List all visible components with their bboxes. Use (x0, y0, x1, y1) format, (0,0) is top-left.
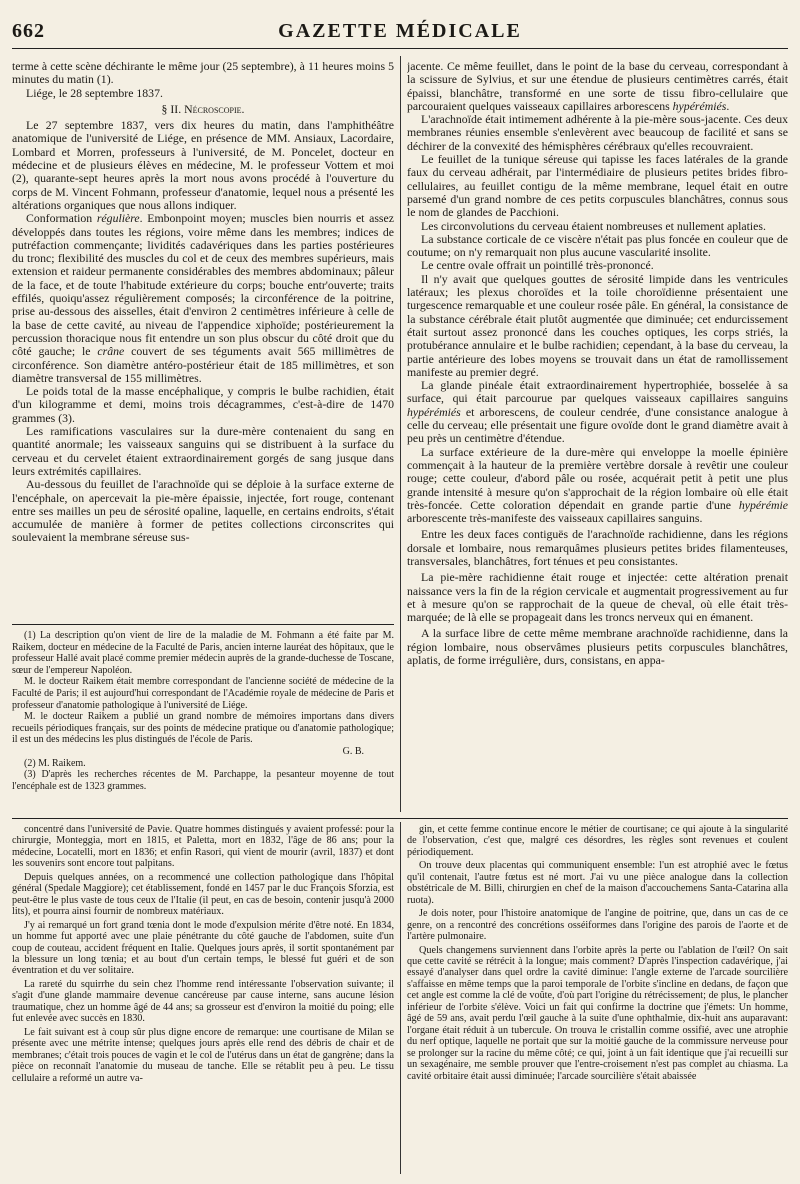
paragraph: gin, et cette femme continue encore le métier de courtisane; ce qui ajoute à la singularité de l'observation, c'est que, malgré ces désordres, les règles sont revenues et coulent périodiquement. (407, 824, 788, 858)
page-number: 662 (12, 20, 45, 42)
footnote: (1) La description qu'on vient de lire de la maladie de M. Fohmann a été faite par M. Raikem, docteur en médecine de la Faculté de Paris, ancien interne lauréat des hôpitaux, que le professeur Hallé avait placé comme premier médecin auprès de la grande-duchesse de Toscane, sœur de l'empereur Napoléon. (12, 630, 394, 676)
footnote-rule (12, 624, 394, 625)
paragraph: Entre les deux faces contiguës de l'arachnoïde rachidienne, dans les régions dorsale et lombaire, nous remarquâmes plusieurs petites brides filamenteuses, transversales, blanchâtres, fort ténues et peu consistantes. (407, 527, 788, 568)
footnote: (3) D'après les recherches récentes de M. Parchappe, la pesanteur moyenne de tout l'encéphale est de 1323 grammes. (12, 769, 394, 792)
footnote: M. le docteur Raikem a publié un grand nombre de mémoires importans dans divers recueils périodiques français, sur des points de médecine pratique ou d'anatomie pathologique; il est un des médecins les plus distingués de l'école de Paris. (12, 711, 394, 746)
paragraph: Je dois noter, pour l'histoire anatomique de l'angine de poitrine, que, dans un cas de ce genre, on a rencontré des concrétions osséiformes dans l'origine des parois de l'aorte et de l'artère pulmonaire. (407, 908, 788, 943)
paragraph: Conformation régulière. Embonpoint moyen; muscles bien nourris et assez développés dans toutes les régions, voire même dans les membres; indices de putréfaction commençante; lividités cadavériques dans les parties postérieures du tronc; flexibilité des muscles du col et de ceux des membres supérieurs, mais extension et raideur permanente considérables des membres abdominaux; pâleur de la face, et de toute l'habitude extérieure du corps; bouche entr'ouverte; traits effilés, quoiqu'assez régulièrement composés; la circonférence de la poitrine, prise au-dessous des aisselles, était d'environ 2 centimètres inférieure à celle de la base de cette cavité, au niveau de l'appendice xiphoïde; postérieurement la percussion thoracique nous fit entendre un son plus obscur du côté droit que du côté gauche; le crâne couvert de ses téguments avait 565 millimètres de circonférence. Son diamètre antéro-postérieur était de 185 millimètres, et son diamètre transversal de 155 millimètres. (12, 211, 394, 385)
column-rule (400, 56, 401, 812)
journal-title: GAZETTE MÉDICALE (278, 20, 522, 42)
paragraph: A la surface libre de cette même membrane arachnoïde rachidienne, dans la région lombaire, nous observâmes plusieurs petits corpuscules blanchâtres, aplatis, de forme irrégulière, durs, consistans, en appa- (407, 626, 788, 668)
paragraph: La rareté du squirrhe du sein chez l'homme rend intéressante l'observation suivante; il s'agit d'une glande mammaire devenue cancéreuse par cause interne, sans aucune lésion traumatique, chez un homme âgé de 44 ans; sa grosseur est d'environ la moitié du poing; elle fut enlevée avec succès en 1830. (12, 978, 394, 1025)
paragraph: jacente. Ce même feuillet, dans le point de la base du cerveau, correspondant à la scissure de Sylvius, et sur une étendue de plusieurs centimètres carrés, était épaissi, blanchâtre, transformé en une sorte de tissu fibro-cellulaire que parcouraient quelques vaisseaux capillaires arborescens hypérémiés. (407, 60, 788, 113)
paragraph: Le feuillet de la tunique séreuse qui tapisse les faces latérales de la grande faux du cerveau adhérait, par l'intermédiaire de plusieurs petites brides fibro-cellulaires, au feuillet contigu de la même membrane, lequel était en outre parsemé d'un grand nombre de ces petits corpuscules blanchâtres, connus sous le nom de glandes de Pacchioni. (407, 152, 788, 220)
paragraph: Au-dessous du feuillet de l'arachnoïde qui se déploie à la surface externe de l'encéphale, on apercevait la pie-mère épaissie, injectée, fort rouge, contenant entre ses mailles un peu de sérosité opaline, laquelle, en certains endroits, s'était accumulée de manière à former de petites collections circonscrites qui soulevaient la membrane séreuse sus- (12, 477, 394, 545)
paragraph: Le fait suivant est à coup sûr plus digne encore de remarque: une courtisane de Milan se présente avec une métrite intense; quelques jours après elle rend des débris de chair et de membranes; c'était trois pouces de vagin et le col de l'utérus dans un état de gangrène; dans la pièce on reconnaît l'anatomie du museau de tanche. Elle se rétablit peu à peu. Le tissu cellulaire a reformé un autre va- (12, 1026, 394, 1084)
paragraph: La surface extérieure de la dure-mère qui enveloppe la moelle épinière commençait à la hauteur de la première vertèbre dorsale à revêtir une couleur rouge; cette couleur, d'abord pâle ou rosée, acquérait petit à petit une plus grande intensité à mesure qu'on s'approchait de la région lombaire où elle était très-foncée. Cette coloration dépendait en grande partie d'une hypérémie arborescente très-manifeste des vaisseaux capillaires sanguins. (407, 444, 788, 526)
section-heading (12, 103, 394, 116)
section-number: § II. (161, 101, 185, 116)
paragraph: Les ramifications vasculaires sur la dure-mère contenaient du sang en quantité anormale; les vaisseaux sanguins qui se distribuent à la surface du cerveau et du cervelet étaient extraordinairement gorgés de sang jusque dans leurs extrémités capillaires. (12, 424, 394, 478)
footnote-signature: G. B. (342, 745, 364, 757)
paragraph: Le poids total de la masse encéphalique, y compris le bulbe rachidien, était d'un kilogramme et demi, moins trois décagrammes, c'est-à-dire de 1470 grammes (3). (12, 384, 394, 425)
paragraph: Depuis quelques années, on a recommencé une collection pathologique dans l'hôpital général (Spedale Maggiore); cet établissement, fondé en 1457 par le duc François Sforzia, est peut-être le plus vaste de tous ceux de l'Italie (il peut, en cas de besoin, contenir jusqu'à 2000 lits), et pourra ainsi fournir de nombreux matériaux. (12, 871, 394, 918)
section-title: Nécroscopie. (184, 101, 245, 116)
dateline: Liége, le 28 septembre 1837. (26, 85, 163, 100)
lower-left-column (12, 824, 394, 1174)
footnote: M. le docteur Raikem était membre correspondant de l'ancienne société de médecine de la Faculté de Paris; il est aujourd'hui correspondant de l'Académie royale de médecine de Paris et professeur d'anatomie pathologique à l'université de Liége. (12, 676, 394, 711)
footnotes (12, 630, 394, 810)
paragraph: concentré dans l'université de Pavie. Quatre hommes distingués y avaient professé: pour la chirurgie, Monteggia, mort en 1815, et Paletta, mort en 1832, l'âge de 86 ans; pour la médecine, Locatelli, mort en 1836; et enfin Rasori, qui vient de mourir (avril, 1837) et dont les souvenirs sont encore tout palpitans. (12, 824, 394, 870)
paragraph: La glande pinéale était extraordinairement hypertrophiée, bosselée à sa surface, qui était parcourue par quelques vaisseaux capillaires sanguins hypérémiés et arborescens, de couleur cendrée, d'une consistance analogue à celle du cerveau; elle présentait une figure ovoïde dont le grand diamètre avait à peu près un centimètre d'étendue. (407, 378, 788, 446)
paragraph: terme à cette scène déchirante le même jour (25 septembre), à 11 heures moins 5 minutes du matin (1). (12, 60, 394, 87)
header-rule (12, 48, 788, 49)
footnote: (2) M. Raikem. (24, 757, 86, 769)
section-rule (12, 818, 788, 819)
paragraph: L'arachnoïde était intimement adhérente à la pie-mère sous-jacente. Ces deux membranes réunies ensemble s'enlevèrent avec beaucoup de facilité et sans se déchirer de la convexité des hémisphères cérébraux qu'elles recouvraient. (407, 112, 788, 153)
paragraph: Les circonvolutions du cerveau étaient nombreuses et nullement aplaties. (421, 218, 766, 233)
lower-right-column (407, 824, 788, 1174)
paragraph: Le 27 septembre 1837, vers dix heures du matin, dans l'amphithéâtre anatomique de l'université de Liége, en présence de MM. Ansiaux, Lacordaire, Lombard et Morren, professeurs à l'université, de M. Poncelet, docteur en médecine et de plusieurs élèves en médecine, M. le professeur Vottem et moi (2), quarante-sept heures après la mort nous avons procédé à l'ouverture du corps de M. Vincent Fohmann, professeur d'anatomie, lequel nous a présenté les altérations organiques que nous allons indiquer. (12, 118, 394, 212)
column-rule (400, 822, 401, 1174)
paragraph: J'y ai remarqué un fort grand tœnia dont le mode d'expulsion mérite d'être noté. En 1834, un homme fut apporté avec une plaie pénétrante du côté gauche de l'abdomen, suite d'un coup de couteau, accident fréquent en Italie. Quelques jours après, il sortit spontanément par la blessure un long tœnia; et au bout d'un certain temps, le blessé fut guéri et de son éventration et du ver solitaire. (12, 919, 394, 977)
right-column (407, 60, 788, 812)
paragraph: On trouve deux placentas qui communiquent ensemble: l'un est atrophié avec le fœtus qu'il contenait, l'autre fœtus est né mort. J'ai vu une pièce analogue dans la collection obstétricale de M. Billi, chirurgien en chef de la maison d'accouchemens Santa-Catarina alla ruota). (407, 860, 788, 906)
paragraph: La pie-mère rachidienne était rouge et injectée: cette altération prenait naissance vers la fin de la région cervicale et augmentait progressivement au fur et à mesure qu'on se rapprochait de la queue de cheval, où elle était très-marquée; de là elle se propageait dans les troncs nerveux qui en émanent. (407, 570, 788, 625)
paragraph: La substance corticale de ce viscère n'était pas plus foncée en couleur que de coutume; on n'y remarquait non plus aucune vascularité insolite. (407, 231, 788, 260)
paragraph: Le centre ovale offrait un pointillé très-prononcé. (421, 258, 654, 273)
paragraph: Il n'y avait que quelques gouttes de sérosité limpide dans les ventricules latéraux; les plexus choroïdes et la toile choroïdienne présentaient une turgescence remarquable et une couleur rosée pâle. En général, la consistance de la substance cérébrale était plutôt augmentée que diminuée; cet endurcissement était surtout assez prononcé dans les couches optiques, les corps striés, la protubérance annulaire et le bulbe rachidien; cependant, à la base du cerveau, la partie antérieure des lobes moyens se trouvait dans un état de ramollissement manifeste au premier degré. (407, 271, 788, 379)
paragraph: Quels changemens surviennent dans l'orbite après la perte ou l'ablation de l'œil? On sait que cette cavité se rétrécit à la longue; mais comment? D'après l'inspection cadavérique, j'ai essayé d'analyser dans quel ordre la cavité diminue: l'angle externe de l'arcade sourcilière s'affaisse en même temps que la paroi temporale de l'orbite s'incline en dedans, de façon que cet angle est comme la clé de voûte, d'où part l'origine du rétrécissement; de plus, le plancher inférieur de l'orbite s'élève. Voici un fait qui confirme la doctrine que j'émets: Un homme, âgé de 59 ans, avait perdu l'œil gauche à la suite d'une ophthalmie, dix-huit ans auparavant: l'organe était réduit à un tubercule. On trouva le cristallin comme ossifié, avec une atrophie du nerf optique, laquelle ne portait que sur la moitié gauche de la commissure nerveuse pour se prolonger sur la racine du même côté; ce qui, joint à un fait identique que j'ai recueilli sur un sexagénaire, me semble prouver que l'entre-croisement n'est pas complet au chiasma. La cavité orbitaire était aussi diminuée; l'arcade sourcilière s'était abaissée (407, 944, 788, 1082)
left-column (12, 60, 394, 618)
page-header (12, 20, 788, 44)
